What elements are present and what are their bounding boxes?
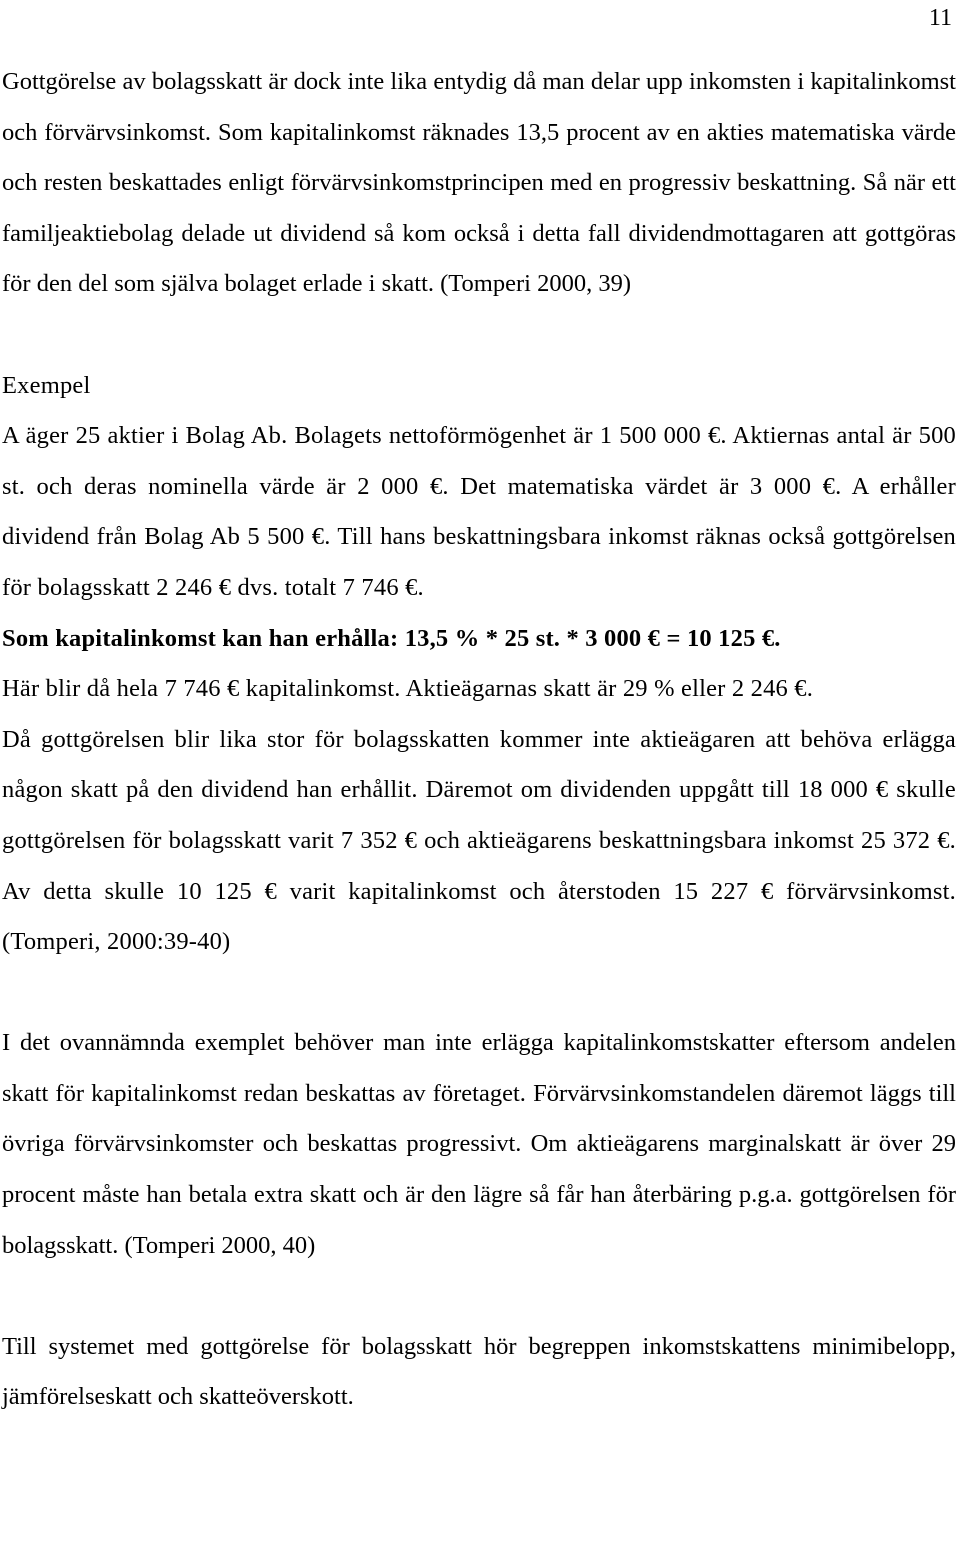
paragraph-spacer [2, 1271, 956, 1322]
paragraph-spacer [2, 968, 956, 1019]
example-conclusion: Då gottgörelsen blir lika stor för bolagsskatten kommer inte aktieägaren att behöva erlägga någon skatt på den dividend han erhållit. Däremot om dividenden uppgått till 18 000 € skulle gottgörelsen för bolagsskatt varit 7 352 € och aktieägarens beskattningsbara inkomst 25 372 €. Av detta skulle 10 125 € varit kapitalinkomst och återstoden 15 227 € förvärvsinkomst. (Tomperi, 2000:39-40) [2, 725, 956, 956]
example-text: A äger 25 aktier i Bolag Ab. Bolagets nettoförmögenhet är 1 500 000 €. Aktiernas antal är 500 st. och deras nominella värde är 2 000 €. Det matematiska värdet är 3 000 €. A erhåller dividend från Bolag Ab 5 500 €. Till hans beskattningsbara inkomst räknas också gottgörelsen för bolagsskatt 2 246 € dvs. totalt 7 746 €. [2, 422, 956, 601]
document-body [2, 57, 956, 1423]
paragraph-ovannamnda: I det ovannämnda exemplet behöver man inte erlägga kapitalinkomstskatter eftersom andelen skatt för kapitalinkomst redan beskattas av företaget. Förvärvsinkomstandelen däremot läggs till övriga förvärvsinkomster och beskattas progressivt. Om aktieägarens marginalskatt är över 29 procent måste han betala extra skatt och är den lägre så får han återbäring p.g.a. gottgörelsen för bolagsskatt. (Tomperi 2000, 40) [2, 1029, 956, 1259]
example-result-line: Här blir då hela 7 746 € kapitalinkomst. Aktieägarnas skatt är 29 % eller 2 246 €. [2, 675, 814, 703]
example-bold-calculation: Som kapitalinkomst kan han erhålla: 13,5 % * 25 st. * 3 000 € = 10 125 €. [2, 624, 781, 652]
paragraph-systemet: Till systemet med gottgörelse för bolagsskatt hör begreppen inkomstskattens minimibelopp, jämförelseskatt och skatteöverskott. [2, 1332, 956, 1411]
example-heading: Exempel [2, 371, 91, 399]
page-number: 11 [928, 5, 952, 31]
paragraph-spacer [2, 310, 956, 361]
paragraph-gottgorelse-intro: Gottgörelse av bolagsskatt är dock inte lika entydig då man delar upp inkomsten i kapitalinkomst och förvärvsinkomst. Som kapitalinkomst räknades 13,5 procent av en akties matematiska värde och resten beskattades enligt förvärvsinkomstprincipen med en progressiv beskattning. Så när ett familjeaktiebolag delade ut dividend så kom också i detta fall dividendmottagaren att gottgöras för den del som själva bolaget erlade i skatt. (Tomperi 2000, 39) [2, 68, 956, 298]
example-block [2, 361, 956, 968]
